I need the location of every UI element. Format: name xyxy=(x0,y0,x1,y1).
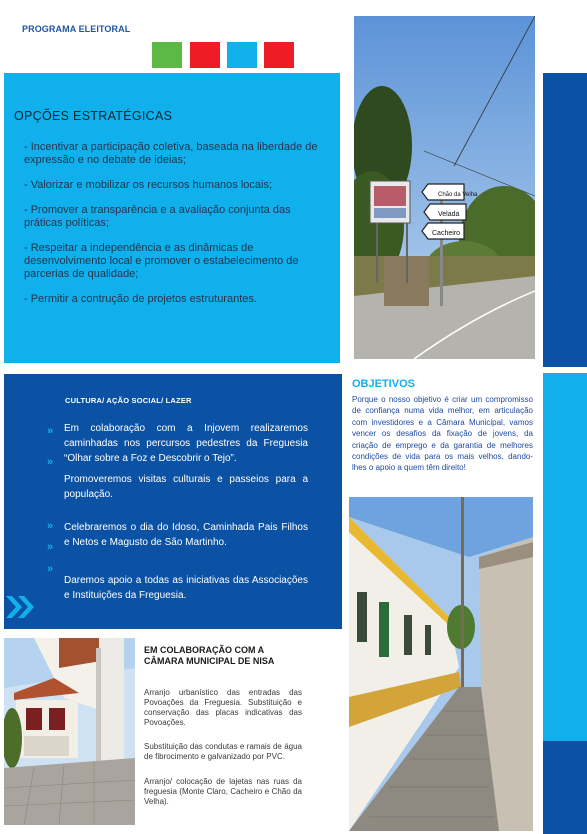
color-square-blue xyxy=(227,42,257,68)
bullet-chevron-icon: » xyxy=(47,456,54,468)
objectives-title: OBJETIVOS xyxy=(352,378,415,390)
camara-paragraph: Arranjo/ colocação de lajetas nas ruas da freguesia (Monte Claro, Cacheiro e Chão da Velha). xyxy=(144,777,302,806)
strategic-options-title: OPÇÕES ESTRATÉGICAS xyxy=(14,109,173,123)
village-street-photo xyxy=(349,497,533,831)
side-bar-dark xyxy=(543,73,587,367)
camara-paragraph: Arranjo urbanístico das entradas das Povoações da Freguesia. Substituição e conservação das placas indicativas das Povoações. xyxy=(144,688,302,727)
camara-title: EM COLABORAÇÃO COM A CÂMARA MUNICIPAL DE NISA xyxy=(144,645,275,666)
strategic-item: - Valorizar e mobilizar os recursos humanos locais; xyxy=(24,179,272,191)
strategic-item: - Incentivar a participação coletiva, baseada na liberdade de expressão e no debate de ideias; xyxy=(24,141,318,166)
double-chevron-icon xyxy=(4,594,38,620)
color-square-green xyxy=(152,42,182,68)
bullet-chevron-icon: » xyxy=(47,541,54,553)
side-bar-dark-bottom xyxy=(543,741,587,834)
color-square-red xyxy=(190,42,220,68)
road-signs-photo xyxy=(354,16,535,359)
strategic-item: - Promover a transparência e a avaliação conjunta das práticas políticas; xyxy=(24,204,291,229)
color-square-red-2 xyxy=(264,42,294,68)
strategic-item: - Permitir a contrução de projetos estruturantes. xyxy=(24,293,257,305)
strategic-item: - Respeitar a independência e as dinâmicas de desenvolvimento local e promover o estabelecimento de parcerias de qualidade; xyxy=(24,242,299,280)
sign-velada: Velada xyxy=(438,211,460,218)
culture-paragraph: Promoveremos visitas culturais e passeios para a população. xyxy=(64,474,308,500)
culture-paragraph: Celebraremos o dia do Idoso, Caminhada Pais Filhos e Netos e Magusto de São Martinho. xyxy=(64,522,308,548)
culture-title: CULTURA/ AÇÃO SOCIAL/ LAZER xyxy=(65,396,192,405)
bullet-chevron-icon: » xyxy=(47,520,54,532)
sign-cacheiro: Cacheiro xyxy=(432,230,461,237)
camara-paragraph: Substituição das condutas e ramais de água de fibrocimento e galvanizado por PVC. xyxy=(144,742,302,761)
bullet-chevron-icon: » xyxy=(47,563,54,575)
culture-paragraph: Daremos apoio a todas as iniciativas das Associações e Instituições da Freguesia. xyxy=(64,575,308,601)
side-bar-light xyxy=(543,373,587,741)
bullet-chevron-icon: » xyxy=(47,425,54,437)
sign-chao-da-velha: Chão da Velha xyxy=(438,192,478,198)
culture-paragraph: Em colaboração com a Injovem realizaremos caminhadas nos percursos pedestres da Freguesia “Olhar sobre a Foz e Descobrir o Tejo”. xyxy=(64,423,308,464)
strategic-options-list xyxy=(24,141,320,318)
document-title: PROGRAMA ELEITORAL xyxy=(22,24,131,34)
house-photo xyxy=(4,638,135,825)
objectives-text: Porque o nosso objetivo é criar um compromisso de confiança numa vida melhor, em articulação com investidores e a Câmara Municipal, vamos vencer os desafios da fixação de jovens, da criação de emprego e da garantia de melhores condições de vida para os mais velhos, dando-lhes o apoio a quem têm direito! xyxy=(352,395,533,473)
